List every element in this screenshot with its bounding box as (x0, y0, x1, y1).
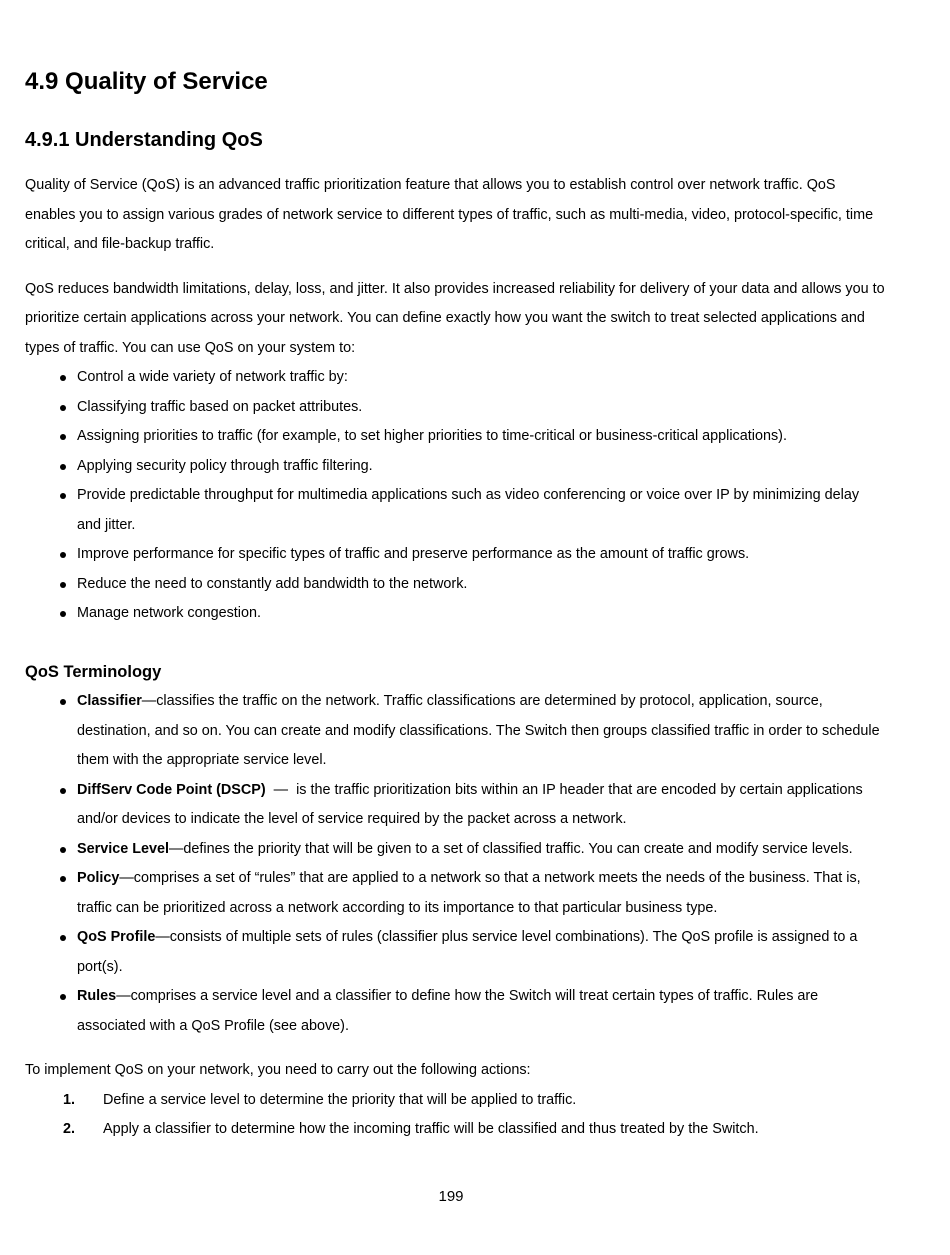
term-name: Service Level (77, 840, 170, 857)
list-item: Manage network congestion. (25, 599, 885, 629)
list-item: Assigning priorities to traffic (for example, to set higher priorities to time-critical or business-critical applications). (25, 422, 885, 452)
intro-paragraph: QoS reduces bandwidth limitations, delay, loss, and jitter. It also provides increased reliability for delivery of your data and allows you to prioritize certain applications across your network. You can define exactly how you want the switch to treat selected applications and types of traffic. You can use QoS on your system to: (25, 280, 885, 356)
list-item: Provide predictable throughput for multimedia applications such as video conferencing or voice over IP by minimizing delay and jitter. (25, 481, 885, 540)
term-name: Policy (77, 870, 120, 886)
term-definition: consists of multiple sets of rules (classifier plus service level combinations). The QoS profile is assigned to a port(s). (77, 929, 858, 975)
term-separator: — (265, 781, 297, 798)
list-item: Classifying traffic based on packet attributes. (25, 393, 885, 423)
term-separator: — (141, 693, 157, 709)
list-item: Improve performance for specific types of traffic and preserve performance as the amount of traffic grows. (25, 540, 885, 570)
page-content (25, 66, 885, 1145)
term-name: DiffServ Code Point (DSCP) (77, 781, 266, 798)
step-item (25, 1115, 885, 1145)
list-item: Applying security policy through traffic filtering. (25, 452, 885, 482)
term-name: Classifier (77, 693, 142, 709)
term-definition: classifies the traffic on the network. Traffic classifications are determined by protocol, application, source, destination, and so on. You can create and modify classifications. The Switch then groups classified traffic in order to schedule them with the appropriate service level. (77, 693, 880, 768)
step-item (25, 1086, 885, 1116)
implement-intro: To implement QoS on your network, you need to carry out the following actions: (25, 1062, 531, 1078)
term-item (25, 864, 885, 923)
term-separator: — (116, 988, 131, 1004)
term-item (25, 923, 885, 982)
qos-uses-list (25, 363, 885, 629)
step-text: Define a service level to determine the priority that will be applied to traffic. (103, 1091, 577, 1108)
step-number: 2. (63, 1121, 76, 1137)
intro-paragraph: Quality of Service (QoS) is an advanced traffic prioritization feature that allows you to establish control over network traffic. QoS enables you to assign various grades of network service to different types of traffic, such as multi-media, video, protocol-specific, time critical, and file-backup traffic. (25, 177, 874, 252)
page-number: 199 (438, 1188, 464, 1205)
terminology-heading: QoS Terminology (25, 662, 162, 681)
list-item: Control a wide variety of network traffic by: (25, 363, 885, 393)
term-item (25, 687, 885, 776)
list-item: Reduce the need to constantly add bandwidth to the network. (25, 570, 885, 600)
term-separator: — (155, 929, 170, 945)
term-separator: — (119, 870, 134, 886)
section-heading: 4.9 Quality of Service (25, 68, 268, 95)
term-item (25, 835, 885, 865)
term-separator: — (169, 840, 184, 857)
step-number: 1. (63, 1091, 76, 1108)
terminology-list (25, 687, 885, 1041)
term-item (25, 982, 885, 1041)
step-text: Apply a classifier to determine how the incoming traffic will be classified and thus treated by the Switch. (103, 1121, 759, 1137)
term-definition: comprises a service level and a classifier to define how the Switch will treat certain types of traffic. Rules are associated with a QoS Profile (see above). (77, 988, 819, 1034)
term-definition: is the traffic prioritization bits within an IP header that are encoded by certain applications and/or devices to indicate the level of service required by the packet across a network. (77, 781, 863, 827)
term-name: QoS Profile (77, 929, 156, 945)
term-definition: comprises a set of “rules” that are applied to a network so that a network meets the needs of the business. That is, traffic can be prioritized across a network according to its importance to that particular business type. (77, 870, 861, 916)
term-name: Rules (77, 988, 117, 1004)
subsection-heading: 4.9.1 Understanding QoS (25, 129, 263, 151)
steps-list (25, 1086, 885, 1145)
term-definition: defines the priority that will be given to a set of classified traffic. You can create and modify service levels. (183, 840, 853, 857)
term-item (25, 776, 885, 835)
